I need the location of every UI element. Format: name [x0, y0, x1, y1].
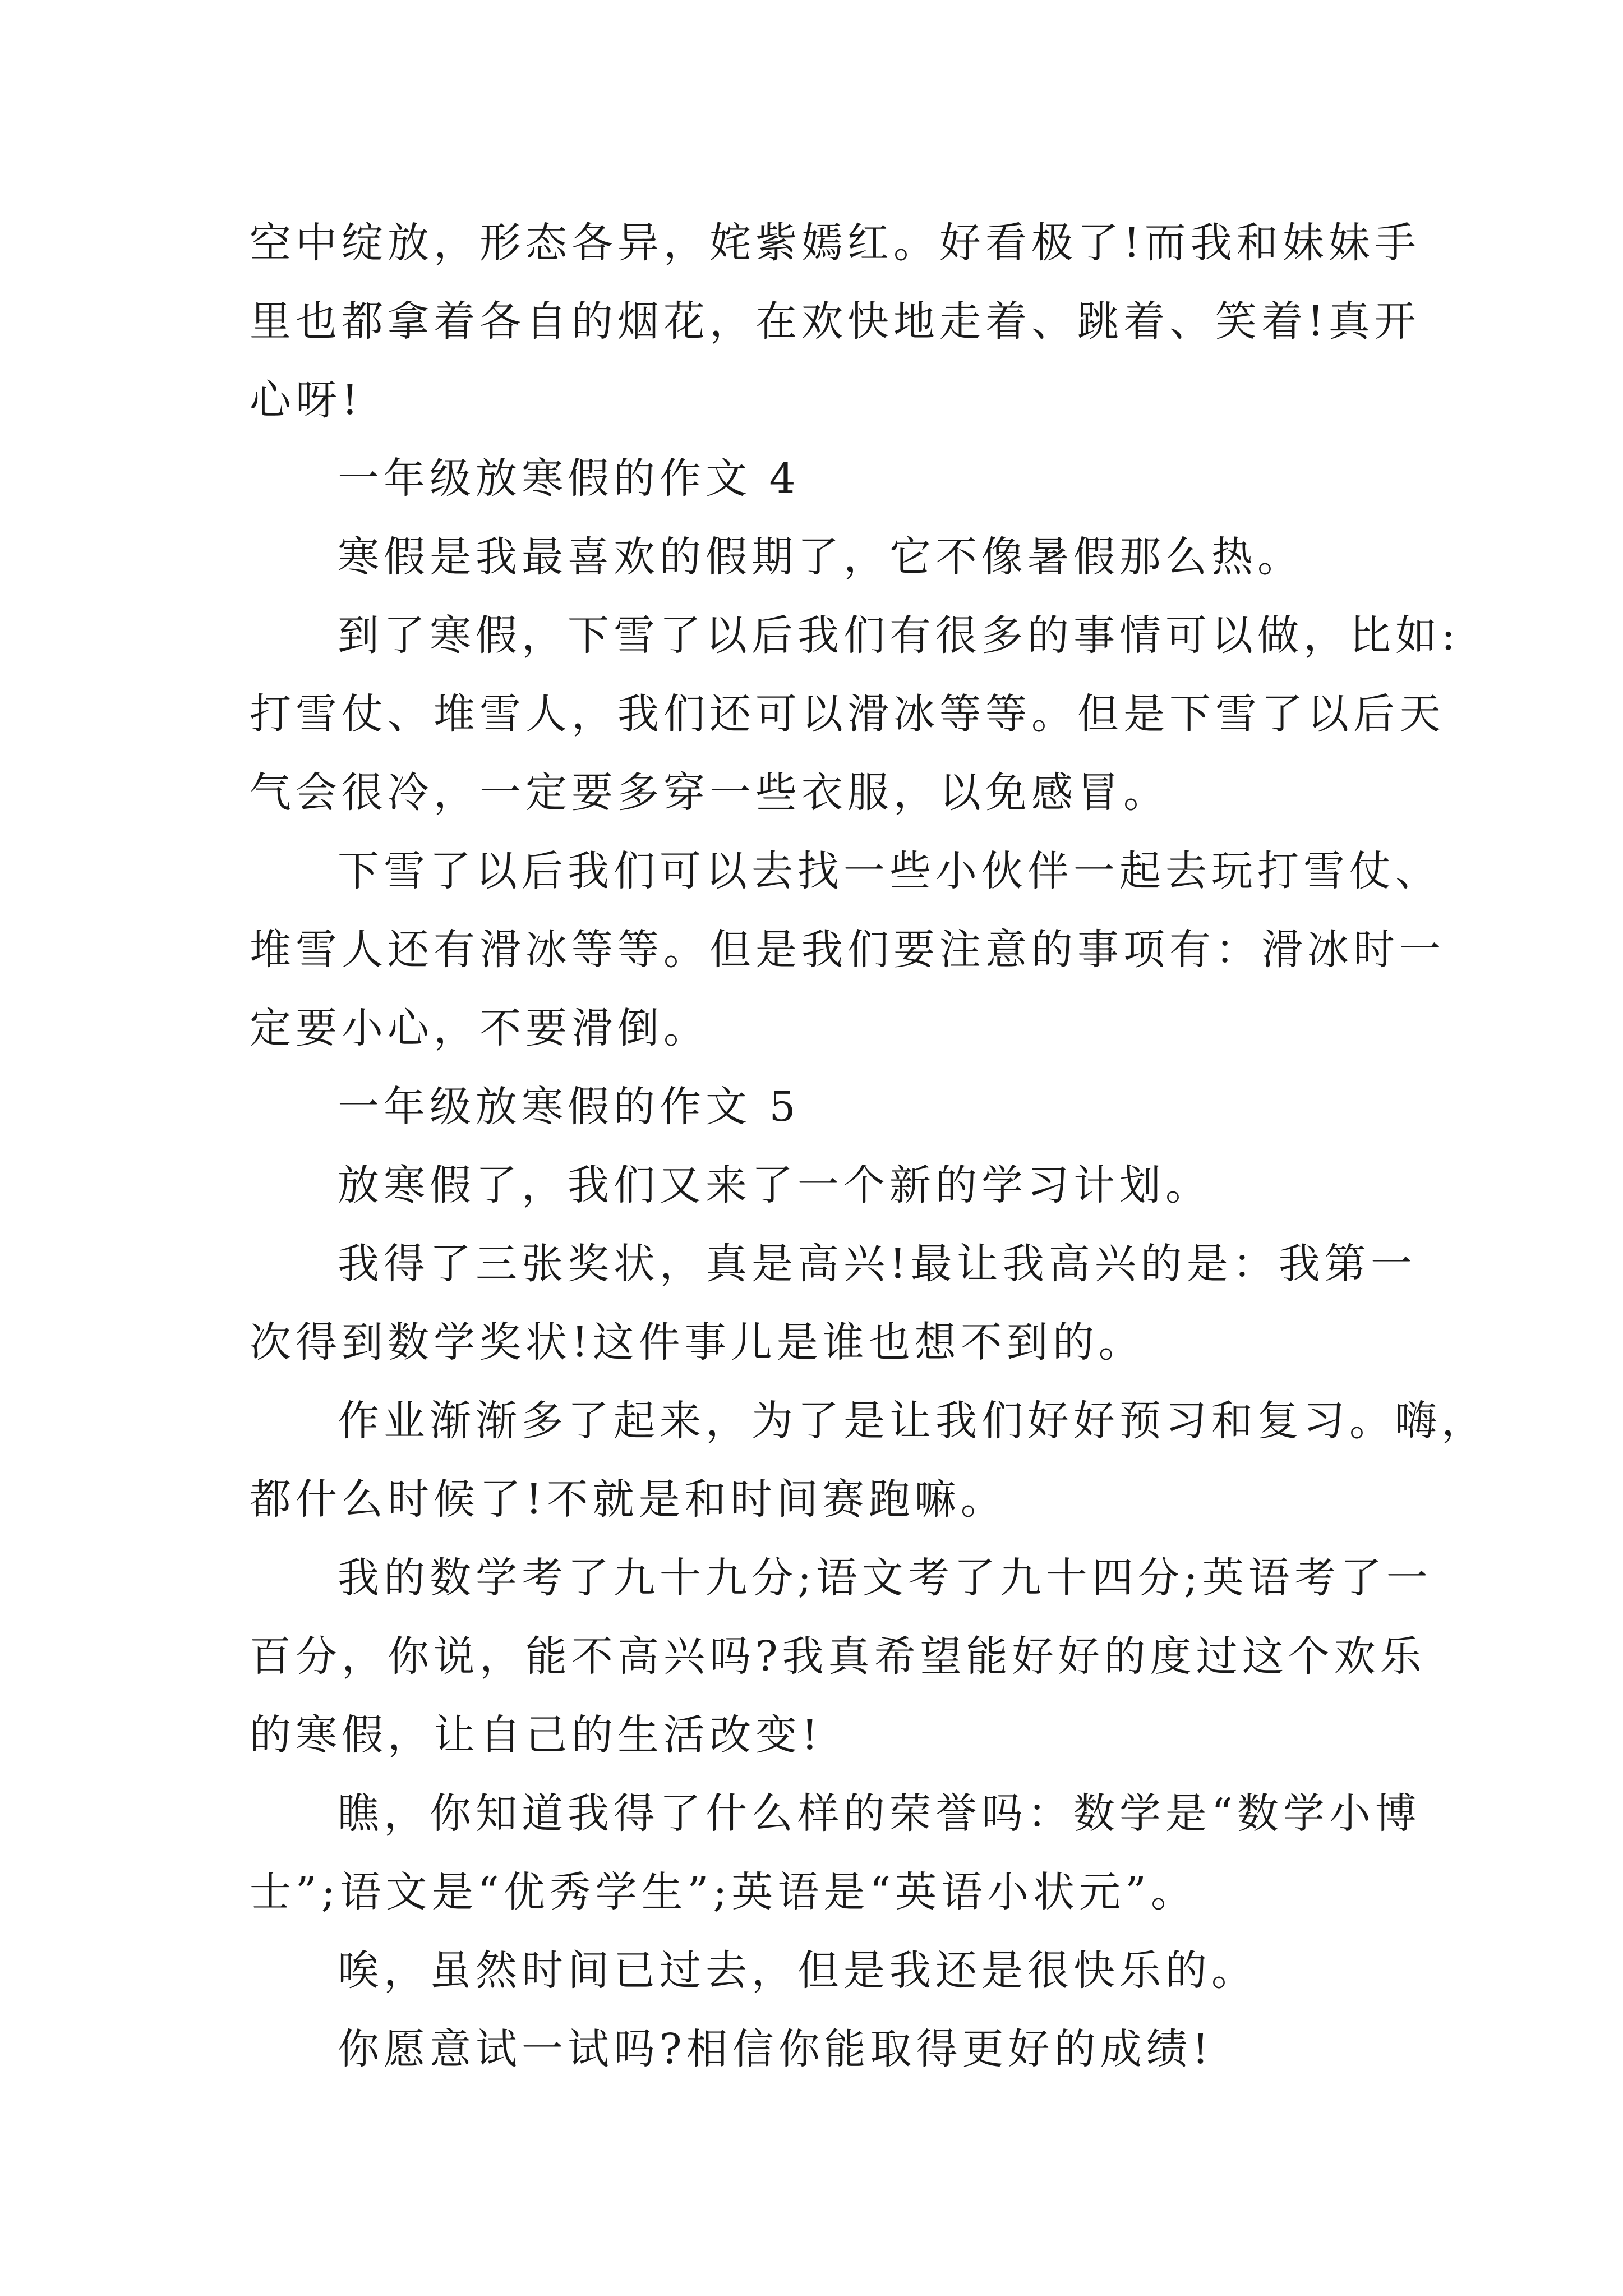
- text-line: 次得到数学奖状!这件事儿是谁也想不到的。: [250, 1318, 1145, 1366]
- paragraph-line: 到了寒假，下雪了以后我们有很多的事情可以做，比如:: [338, 611, 1460, 660]
- paragraph-line: 你愿意试一试吗?相信你能取得更好的成绩!: [338, 2025, 1214, 2073]
- text-line: 里也都拿着各自的烟花，在欢快地走着、跳着、笑着!真开: [250, 297, 1421, 346]
- text-line: 堆雪人还有滑冰等等。但是我们要注意的事项有：滑冰时一: [250, 926, 1445, 974]
- section-heading: 一年级放寒假的作文 5: [338, 1083, 800, 1131]
- text-line: 心呀!: [250, 376, 363, 424]
- text-line: 定要小心，不要滑倒。: [250, 1004, 709, 1052]
- paragraph-line: 瞧，你知道我得了什么样的荣誉吗：数学是“数学小博: [338, 1789, 1421, 1838]
- section-heading: 一年级放寒假的作文 4: [338, 454, 800, 503]
- paragraph-line: 我的数学考了九十九分;语文考了九十四分;英语考了一: [338, 1554, 1432, 1602]
- paragraph-line: 我得了三张奖状，真是高兴!最让我高兴的是：我第一: [338, 1240, 1417, 1288]
- text-line: 气会很冷，一定要多穿一些衣服，以免感冒。: [250, 769, 1169, 817]
- text-line: 都什么时候了!不就是和时间赛跑嘛。: [250, 1475, 1007, 1524]
- paragraph-line: 下雪了以后我们可以去找一些小伙伴一起去玩打雪仗、: [338, 847, 1441, 895]
- paragraph-line: 唉，虽然时间已过去，但是我还是很快乐的。: [338, 1947, 1257, 1995]
- paragraph-line: 寒假是我最喜欢的假期了，它不像暑假那么热。: [338, 533, 1303, 581]
- text-line: 空中绽放，形态各异，姹紫嫣红。好看极了!而我和妹妹手: [250, 219, 1421, 267]
- paragraph-line: 放寒假了，我们又来了一个新的学习计划。: [338, 1161, 1211, 1209]
- text-line: 百分，你说，能不高兴吗?我真希望能好好的度过这个欢乐: [250, 1632, 1426, 1681]
- text-line: 打雪仗、堆雪人，我们还可以滑冰等等。但是下雪了以后天: [250, 690, 1445, 738]
- text-line: 士”;语文是“优秀学生”;英语是“英语小状元”。: [250, 1868, 1197, 1916]
- text-line: 的寒假，让自己的生活改变!: [250, 1711, 823, 1759]
- paragraph-line: 作业渐渐多了起来，为了是让我们好好预习和复习。嗨，: [338, 1397, 1487, 1445]
